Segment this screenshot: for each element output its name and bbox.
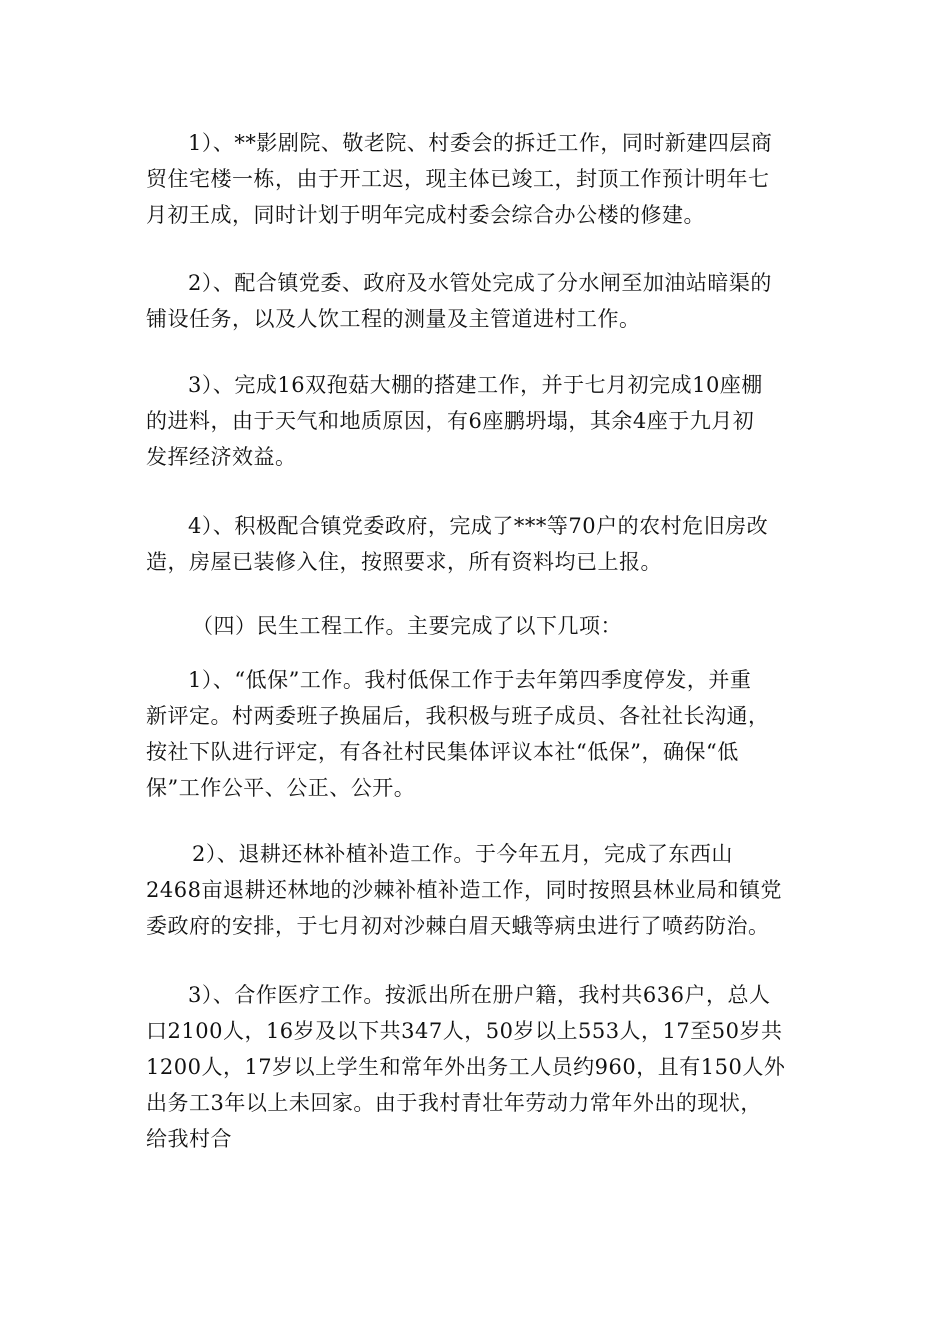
text-line: 4）、积极配合镇党委政府，完成了***等70户的农村危旧房改 [188, 514, 769, 538]
text-line: 贸住宅楼一栋，由于开工迟，现主体已竣工，封顶工作预计明年七 [146, 167, 770, 191]
text-line: 口2100人，16岁及以下共347人，50岁以上553人，17至50岁共 [146, 1019, 783, 1043]
paragraph-7 [146, 836, 806, 944]
section-heading [146, 608, 806, 644]
text-line: 出务工3年以上未回家。由于我村青壮年劳动力常年外出的现状， [146, 1091, 762, 1115]
text-line: 月初王成，同时计划于明年完成村委会综合办公楼的修建。 [146, 203, 705, 227]
paragraph-2 [146, 265, 806, 337]
text-line: 保”工作公平、公正、公开。 [146, 776, 416, 800]
section-heading-line: （四）民生工程工作。主要完成了以下几项： [192, 614, 622, 638]
text-line: 委政府的安排，于七月初对沙棘白眉天蛾等病虫进行了喷药防治。 [146, 914, 770, 938]
text-line: 铺设任务，以及人饮工程的测量及主管道进村工作。 [146, 307, 641, 331]
text-line: 3）、完成16双孢菇大棚的搭建工作，并于七月初完成10座棚 [188, 373, 763, 397]
paragraph-1 [146, 125, 806, 233]
text-line: 1）、**影剧院、敬老院、村委会的拆迁工作，同时新建四层商 [188, 131, 773, 155]
paragraph-8 [146, 977, 806, 1157]
text-line: 2468亩退耕还林地的沙棘补植补造工作，同时按照县林业局和镇党 [146, 878, 782, 902]
paragraph-4 [146, 508, 806, 580]
text-line: 造，房屋已装修入住，按照要求，所有资料均已上报。 [146, 550, 662, 574]
text-line: 发挥经济效益。 [146, 445, 297, 469]
text-line: 2）、配合镇党委、政府及水管处完成了分水闸至加油站暗渠的 [188, 271, 772, 295]
text-line: 的进料，由于天气和地质原因，有6座鹏坍塌，其余4座于九月初 [146, 409, 755, 433]
text-line: 新评定。村两委班子换届后，我积极与班子成员、各社社长沟通， [146, 704, 770, 728]
text-line: 1200人，17岁以上学生和常年外出务工人员约960，且有150人外 [146, 1055, 786, 1079]
text-line: 3）、合作医疗工作。按派出所在册户籍，我村共636户，总人 [188, 983, 771, 1007]
text-line: 2）、退耕还林补植补造工作。于今年五月，完成了东西山 [192, 842, 733, 866]
text-line: 按社下队进行评定，有各社村民集体评议本社“低保”，确保“低 [146, 740, 739, 764]
paragraph-3 [146, 367, 806, 475]
text-line: 给我村合 [146, 1127, 232, 1151]
text-line: 1）、“低保”工作。我村低保工作于去年第四季度停发，并重 [188, 668, 752, 692]
paragraph-6 [146, 662, 806, 806]
